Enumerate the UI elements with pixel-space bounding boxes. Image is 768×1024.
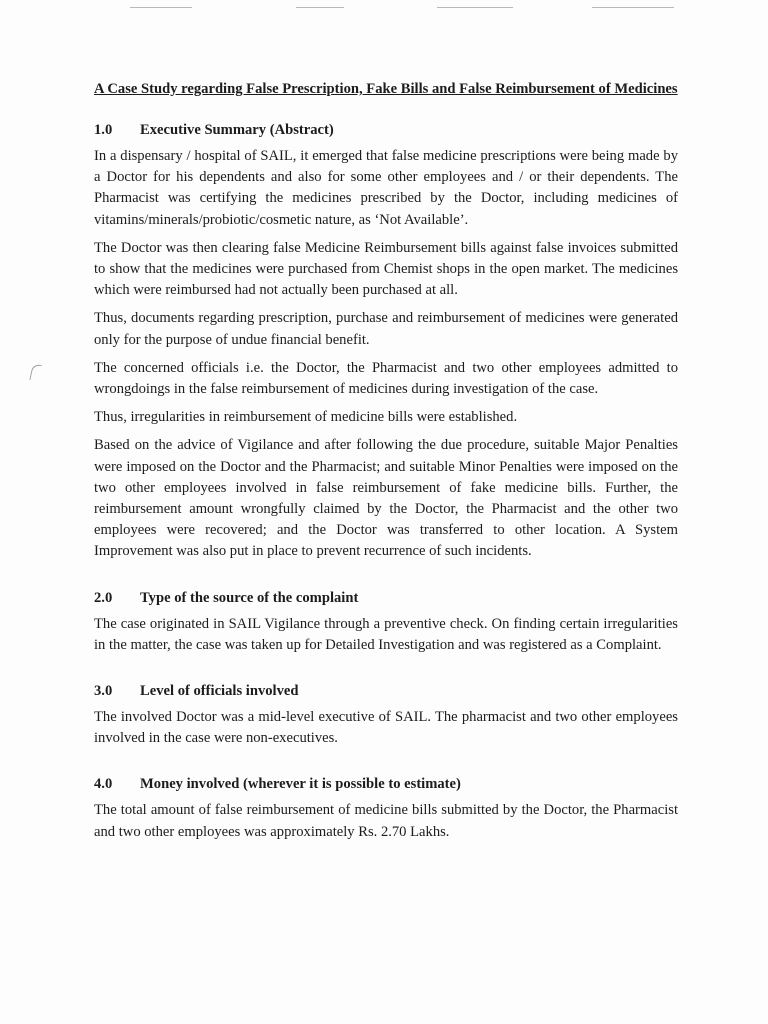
scan-mark — [437, 7, 513, 8]
section-heading — [94, 120, 678, 140]
paragraph: The involved Doctor was a mid-level executive of SAIL. The pharmacist and two other employees involved in the case were non-executives. — [94, 709, 678, 747]
paragraph: Based on the advice of Vigilance and after following the due procedure, suitable Major Penalties were imposed on the Doctor and the Pharmacist; and suitable Minor Penalties were imposed on the two other employees involved in false reimbursement of fake medicine bills. Further, the reimbursement amount wrongfully claimed by the Doctor, the Pharmacist and the other two employees were recovered; and the Doctor was transferred to other location. A System Improvement was also put in place to prevent recurrence of such incidents. — [94, 437, 678, 560]
document-page — [94, 80, 678, 843]
paragraph: Thus, irregularities in reimbursement of medicine bills were established. — [94, 409, 518, 426]
document-title: A Case Study regarding False Prescription, Fake Bills and False Reimbursement of Medicines — [94, 81, 678, 97]
section-number: 1.0 — [94, 122, 113, 138]
section-heading — [94, 681, 678, 701]
margin-pen-mark — [29, 363, 41, 381]
paragraph: The Doctor was then clearing false Medicine Reimbursement bills against false invoices submitted to show that the medicines were purchased from Chemist shops in the open market. The medicines which were reimbursed had not actually been purchased at all. — [94, 239, 678, 299]
section-complaint-source — [94, 588, 678, 656]
paragraph: In a dispensary / hospital of SAIL, it emerged that false medicine prescriptions were being made by a Doctor for his dependents and also for some other employees and / or their dependents. The Pharmacist was certifying the medicines prescribed by the Doctor, including medicines of vitamins/minerals/probiotic/cosmetic nature, as ‘Not Available’. — [94, 148, 678, 228]
section-heading — [94, 588, 678, 608]
section-title: Level of officials involved — [140, 683, 299, 700]
section-number: 2.0 — [94, 589, 113, 606]
section-officials-level — [94, 681, 678, 749]
section-number: 3.0 — [94, 683, 113, 700]
section-number: 4.0 — [94, 776, 113, 793]
section-title: Money involved (wherever it is possible to estimate) — [140, 776, 461, 793]
scan-mark — [592, 7, 674, 8]
paragraph: The total amount of false reimbursement of medicine bills submitted by the Doctor, the Pharmacist and two other employees was approximately Rs. 2.70 Lakhs. — [94, 802, 678, 840]
paragraph: The concerned officials i.e. the Doctor, the Pharmacist and two other employees admitted to wrongdoings in the false reimbursement of medicines during investigation of the case. — [94, 359, 678, 398]
section-heading — [94, 774, 678, 794]
scan-mark — [130, 7, 192, 8]
paragraph: Thus, documents regarding prescription, purchase and reimbursement of medicines were generated only for the purpose of undue financial benefit. — [94, 310, 678, 348]
paragraph: The case originated in SAIL Vigilance through a preventive check. On finding certain irregularities in the matter, the case was taken up for Detailed Investigation and was registered as a Complaint. — [94, 615, 678, 653]
section-title: Type of the source of the complaint — [140, 589, 359, 606]
section-executive-summary — [94, 120, 678, 563]
section-money-involved — [94, 774, 678, 842]
scan-mark — [296, 7, 344, 8]
section-title: Executive Summary (Abstract) — [140, 122, 334, 138]
scan-header-marks — [0, 4, 768, 12]
